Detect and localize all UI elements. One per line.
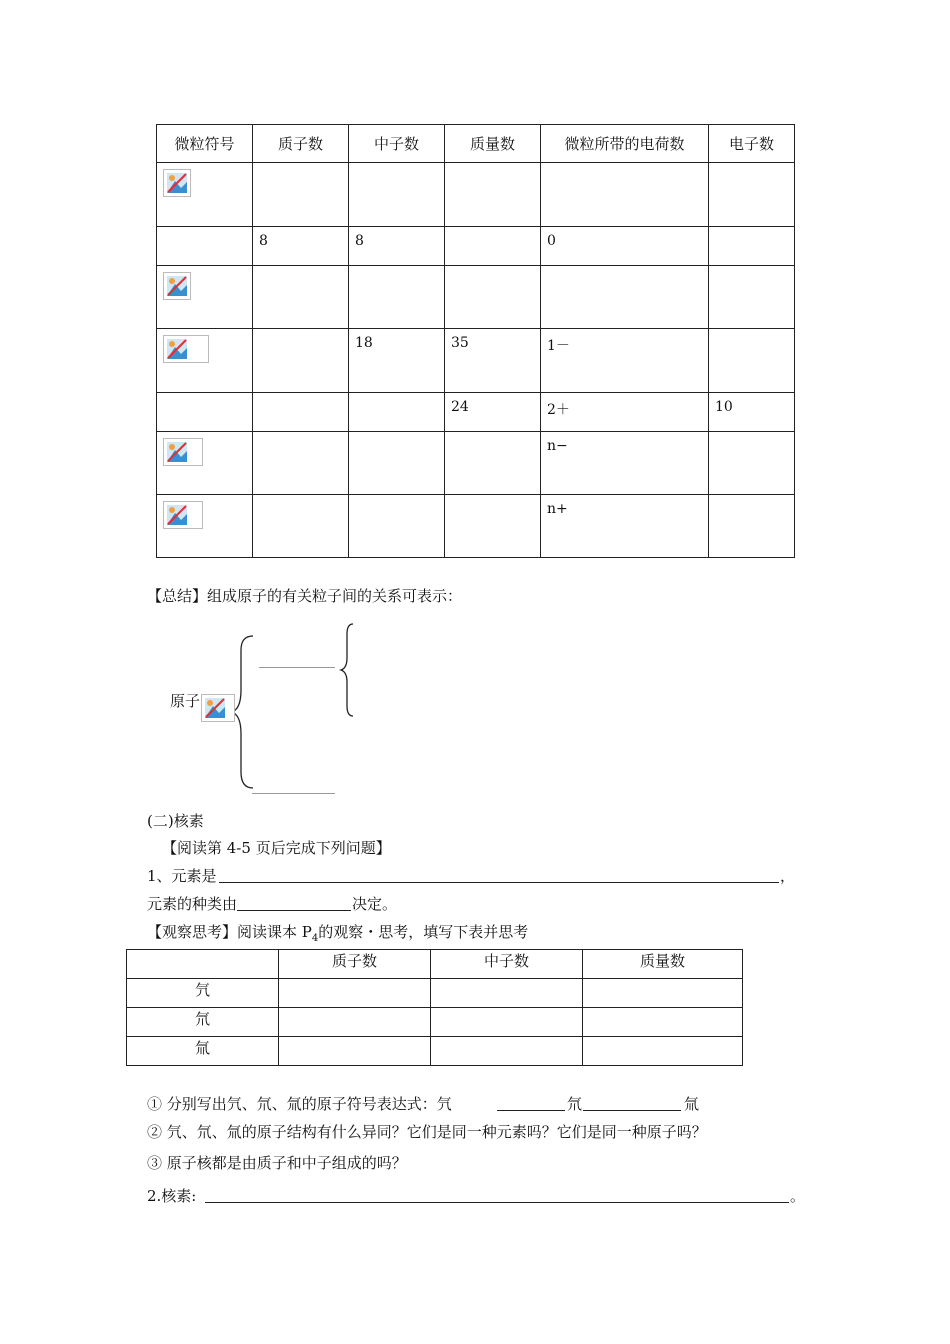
broken-image-icon — [163, 335, 209, 363]
question-1-end: ， — [780, 867, 796, 885]
broken-image-icon — [163, 438, 203, 466]
symbol-cell — [157, 329, 253, 393]
header-cell: 中子数 — [431, 950, 583, 979]
table-cell — [253, 432, 349, 495]
table-cell[interactable] — [583, 1008, 743, 1037]
table-cell — [445, 266, 541, 329]
table-row — [157, 266, 795, 329]
table-cell[interactable] — [431, 1008, 583, 1037]
isotope-table — [126, 949, 743, 1066]
table-row — [157, 163, 795, 227]
table-cell[interactable] — [431, 979, 583, 1008]
brace-diagram — [225, 620, 365, 800]
header-cell: 质量数 — [445, 125, 541, 163]
small-brace — [341, 624, 353, 716]
observe-prefix: 【观察思考】阅读课本 P — [147, 923, 312, 941]
table-cell[interactable] — [431, 1037, 583, 1066]
symbol-cell — [157, 495, 253, 558]
table-cell: 8 — [253, 227, 349, 266]
symbol-cell — [157, 163, 253, 227]
table-cell — [349, 266, 445, 329]
summary-title: 【总结】组成原子的有关粒子间的关系可表示： — [147, 587, 463, 605]
reading-instruction: 【阅读第 4-5 页后完成下列问题】 — [162, 839, 391, 857]
table-row — [157, 495, 795, 558]
table-cell: 18 — [349, 329, 445, 393]
table-cell[interactable] — [279, 1008, 431, 1037]
table-cell — [157, 393, 253, 432]
table-cell: 1－ — [541, 329, 709, 393]
row-label: 氕 — [127, 979, 279, 1008]
table-cell — [445, 432, 541, 495]
table-cell: 2＋ — [541, 393, 709, 432]
table-cell — [541, 163, 709, 227]
header-cell: 质子数 — [279, 950, 431, 979]
table-cell — [709, 329, 795, 393]
header-cell: 中子数 — [349, 125, 445, 163]
table-row — [127, 1008, 743, 1037]
table-cell — [349, 495, 445, 558]
table-cell: 10 — [709, 393, 795, 432]
table-cell — [349, 393, 445, 432]
blank-line[interactable] — [252, 793, 335, 794]
broken-image-icon — [163, 501, 203, 529]
question-a-prefix: ① 分别写出氕、氘、氚的原子符号表达式：氕 — [147, 1095, 452, 1113]
table-cell — [709, 495, 795, 558]
broken-image-icon — [201, 694, 235, 722]
table-row — [157, 329, 795, 393]
answer-blank[interactable] — [205, 1202, 789, 1203]
header-cell — [127, 950, 279, 979]
table-cell: n+ — [541, 495, 709, 558]
question-1b-suffix: 决定。 — [352, 895, 398, 913]
table-cell: n− — [541, 432, 709, 495]
table-cell: 24 — [445, 393, 541, 432]
table-cell — [253, 393, 349, 432]
answer-blank[interactable] — [497, 1110, 565, 1111]
table-cell — [445, 163, 541, 227]
table-row — [157, 432, 795, 495]
observe-instruction — [147, 921, 528, 944]
question-a-mid2: 氚 — [684, 1095, 700, 1113]
atom-label: 原子 — [170, 692, 201, 710]
header-cell: 质子数 — [253, 125, 349, 163]
table-header-row — [157, 125, 795, 163]
question-b: ② 氕、氘、氚的原子结构有什么异同？它们是同一种元素吗？它们是同一种原子吗？ — [147, 1123, 707, 1141]
table-row — [157, 227, 795, 266]
table-cell: 0 — [541, 227, 709, 266]
row-label: 氚 — [127, 1037, 279, 1066]
section-heading: (二)核素 — [147, 812, 204, 830]
question-a-mid1: 氘 — [567, 1095, 583, 1113]
table-cell — [709, 163, 795, 227]
table-cell — [253, 163, 349, 227]
table-cell — [253, 495, 349, 558]
question-1-prefix: 1、元素是 — [147, 867, 217, 885]
table-cell[interactable] — [583, 1037, 743, 1066]
table-row — [127, 979, 743, 1008]
observe-suffix: 的观察・思考，填写下表并思考 — [318, 923, 529, 941]
observe-sub: 4 — [311, 933, 319, 944]
table-cell[interactable] — [279, 979, 431, 1008]
table-row — [127, 1037, 743, 1066]
table-cell — [253, 329, 349, 393]
table-cell[interactable] — [279, 1037, 431, 1066]
table-cell — [709, 266, 795, 329]
header-cell: 电子数 — [709, 125, 795, 163]
header-cell: 质量数 — [583, 950, 743, 979]
table-cell — [157, 227, 253, 266]
table-cell — [709, 227, 795, 266]
answer-blank[interactable] — [237, 910, 351, 911]
answer-blank[interactable] — [219, 882, 779, 883]
question-2-prefix: 2.核素: — [147, 1187, 197, 1205]
table-cell — [445, 227, 541, 266]
table-row — [157, 393, 795, 432]
table-cell: 35 — [445, 329, 541, 393]
table-cell[interactable] — [583, 979, 743, 1008]
table-cell — [709, 432, 795, 495]
header-cell: 微粒所带的电荷数 — [541, 125, 709, 163]
table-cell: 8 — [349, 227, 445, 266]
question-1b-prefix: 元素的种类由 — [147, 895, 238, 913]
blank-line[interactable] — [259, 667, 335, 668]
question-2-end: 。 — [790, 1187, 806, 1205]
broken-image-icon — [163, 272, 191, 300]
row-label: 氘 — [127, 1008, 279, 1037]
table-cell — [349, 163, 445, 227]
header-cell: 微粒符号 — [157, 125, 253, 163]
question-c: ③ 原子核都是由质子和中子组成的吗？ — [147, 1154, 407, 1172]
symbol-cell — [157, 266, 253, 329]
table-cell — [541, 266, 709, 329]
symbol-cell — [157, 432, 253, 495]
table-cell — [445, 495, 541, 558]
broken-image-icon — [163, 169, 191, 197]
table-cell — [349, 432, 445, 495]
answer-blank[interactable] — [583, 1110, 681, 1111]
table-cell — [253, 266, 349, 329]
particle-table — [156, 124, 795, 558]
table-header-row — [127, 950, 743, 979]
